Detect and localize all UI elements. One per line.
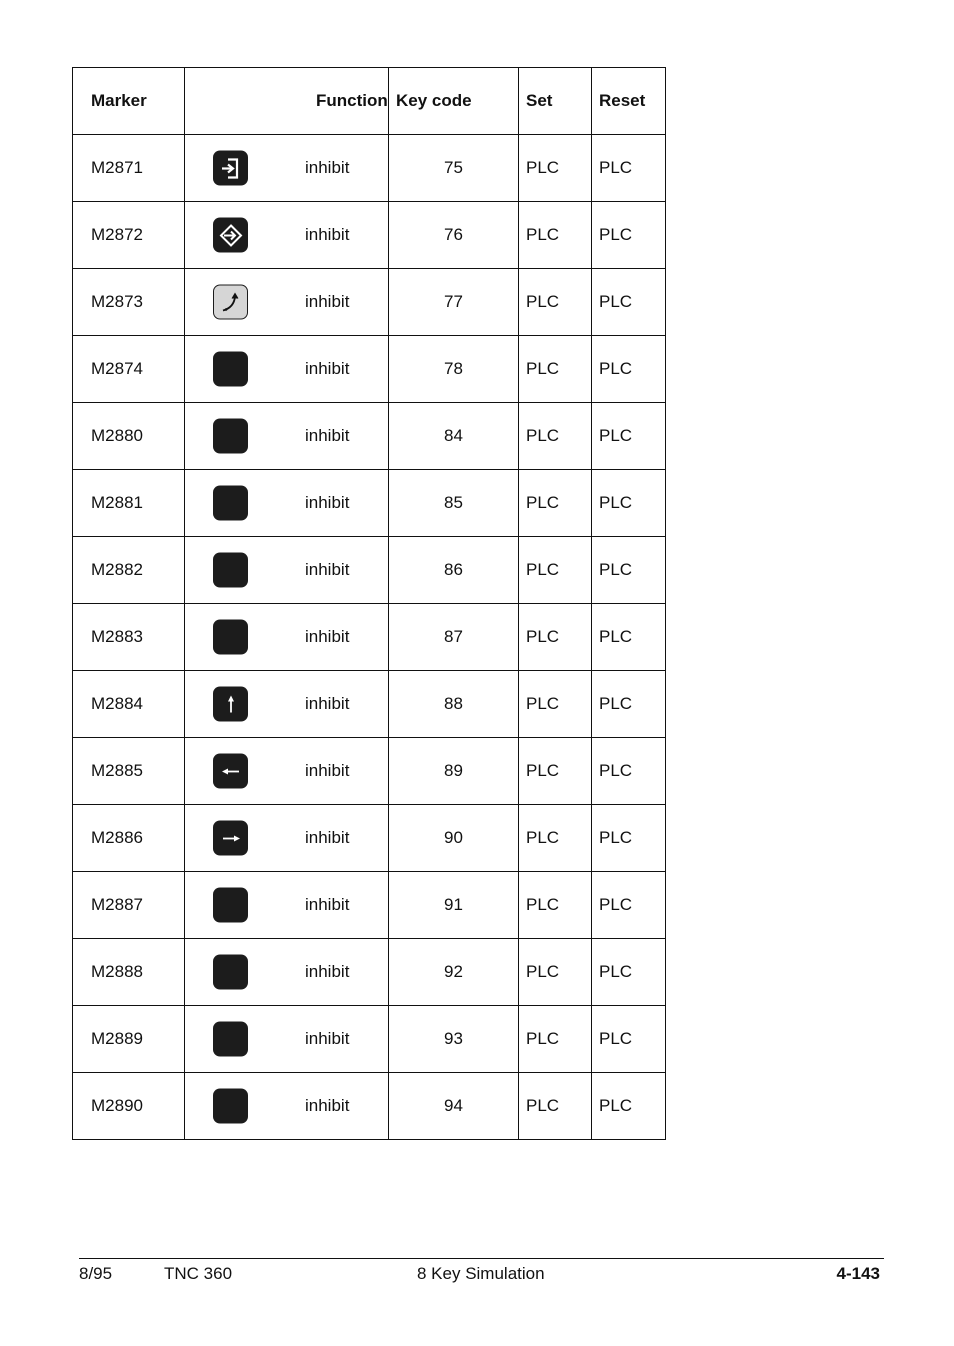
blank-key-icon [213,1022,248,1057]
function-cell [185,537,389,604]
reset-cell: PLC [592,269,666,336]
blank-key-icon [213,1089,248,1124]
function-cell [185,872,389,939]
function-cell [185,269,389,336]
function-label: inhibit [305,694,350,713]
marker-cell: M2880 [73,403,185,470]
table-row [73,872,666,939]
marker-cell: M2882 [73,537,185,604]
key-code-cell: 84 [389,403,519,470]
function-label: inhibit [305,560,350,579]
table-row [73,1006,666,1073]
footer-date: 8/95 [79,1264,113,1283]
function-cell [185,202,389,269]
reset-cell: PLC [592,1006,666,1073]
table-row [73,336,666,403]
reset-cell: PLC [592,805,666,872]
table-row [73,537,666,604]
set-cell: PLC [519,872,592,939]
marker-cell: M2885 [73,738,185,805]
function-label: inhibit [305,359,350,378]
function-cell [185,1073,389,1140]
diamond-arrow-key-icon [213,218,248,253]
reset-cell: PLC [592,1073,666,1140]
blank-key-icon [213,352,248,387]
footer-section: 8 Key Simulation [417,1264,545,1283]
reset-cell: PLC [592,336,666,403]
arrow-up-key-icon [213,687,248,722]
function-label: inhibit [305,1029,350,1048]
reset-cell: PLC [592,671,666,738]
header-function: Function [316,91,388,110]
reset-cell: PLC [592,939,666,1006]
marker-cell: M2887 [73,872,185,939]
header-reset: Reset [592,68,666,135]
function-cell [185,671,389,738]
key-code-cell: 76 [389,202,519,269]
table-row [73,470,666,537]
key-code-cell: 88 [389,671,519,738]
blank-key-icon [213,620,248,655]
set-cell: PLC [519,939,592,1006]
blank-key-icon [213,419,248,454]
header-key-code: Key code [389,68,519,135]
enter-arrow-key-icon [213,151,248,186]
function-cell [185,336,389,403]
reset-cell: PLC [592,470,666,537]
key-code-cell: 94 [389,1073,519,1140]
key-code-cell: 89 [389,738,519,805]
marker-cell: M2890 [73,1073,185,1140]
table-row [73,135,666,202]
page-footer [79,1258,884,1283]
function-cell [185,403,389,470]
function-cell [185,135,389,202]
set-cell: PLC [519,805,592,872]
footer-page-number: 4-143 [836,1264,880,1283]
arrow-left-key-icon [213,754,248,789]
footer-model: TNC 360 [164,1264,233,1283]
header-set: Set [519,68,592,135]
set-cell: PLC [519,403,592,470]
function-cell [185,939,389,1006]
key-code-cell: 91 [389,872,519,939]
table-row [73,671,666,738]
function-cell [185,738,389,805]
key-code-cell: 78 [389,336,519,403]
function-cell [185,805,389,872]
function-label: inhibit [305,828,350,847]
function-label: inhibit [305,158,350,177]
curved-arrow-key-icon [213,285,248,320]
table-row [73,202,666,269]
table-row [73,269,666,336]
set-cell: PLC [519,336,592,403]
key-code-cell: 77 [389,269,519,336]
key-code-cell: 86 [389,537,519,604]
reset-cell: PLC [592,135,666,202]
key-code-cell: 75 [389,135,519,202]
set-cell: PLC [519,604,592,671]
key-code-cell: 90 [389,805,519,872]
set-cell: PLC [519,470,592,537]
arrow-right-key-icon [213,821,248,856]
marker-cell: M2884 [73,671,185,738]
reset-cell: PLC [592,872,666,939]
marker-cell: M2871 [73,135,185,202]
table-row [73,604,666,671]
set-cell: PLC [519,1073,592,1140]
reset-cell: PLC [592,537,666,604]
key-code-cell: 87 [389,604,519,671]
marker-cell: M2881 [73,470,185,537]
reset-cell: PLC [592,403,666,470]
marker-cell: M2886 [73,805,185,872]
key-simulation-table [72,67,666,1140]
header-function-cell [185,68,389,135]
marker-cell: M2883 [73,604,185,671]
key-code-cell: 85 [389,470,519,537]
function-label: inhibit [305,493,350,512]
set-cell: PLC [519,202,592,269]
function-label: inhibit [305,292,350,311]
reset-cell: PLC [592,604,666,671]
table-row [73,939,666,1006]
set-cell: PLC [519,671,592,738]
function-cell [185,1006,389,1073]
marker-cell: M2889 [73,1006,185,1073]
marker-cell: M2888 [73,939,185,1006]
set-cell: PLC [519,1006,592,1073]
function-label: inhibit [305,962,350,981]
function-label: inhibit [305,426,350,445]
table-row [73,403,666,470]
function-label: inhibit [305,225,350,244]
header-marker: Marker [73,68,185,135]
set-cell: PLC [519,269,592,336]
blank-key-icon [213,553,248,588]
key-code-cell: 92 [389,939,519,1006]
table-header-row [73,68,666,135]
blank-key-icon [213,888,248,923]
set-cell: PLC [519,738,592,805]
blank-key-icon [213,955,248,990]
function-label: inhibit [305,1096,350,1115]
set-cell: PLC [519,537,592,604]
function-cell [185,470,389,537]
function-label: inhibit [305,895,350,914]
set-cell: PLC [519,135,592,202]
blank-key-icon [213,486,248,521]
function-label: inhibit [305,761,350,780]
table-row [73,738,666,805]
table-row [73,805,666,872]
marker-cell: M2874 [73,336,185,403]
marker-cell: M2873 [73,269,185,336]
table-row [73,1073,666,1140]
marker-cell: M2872 [73,202,185,269]
function-cell [185,604,389,671]
key-code-cell: 93 [389,1006,519,1073]
function-label: inhibit [305,627,350,646]
reset-cell: PLC [592,202,666,269]
reset-cell: PLC [592,738,666,805]
